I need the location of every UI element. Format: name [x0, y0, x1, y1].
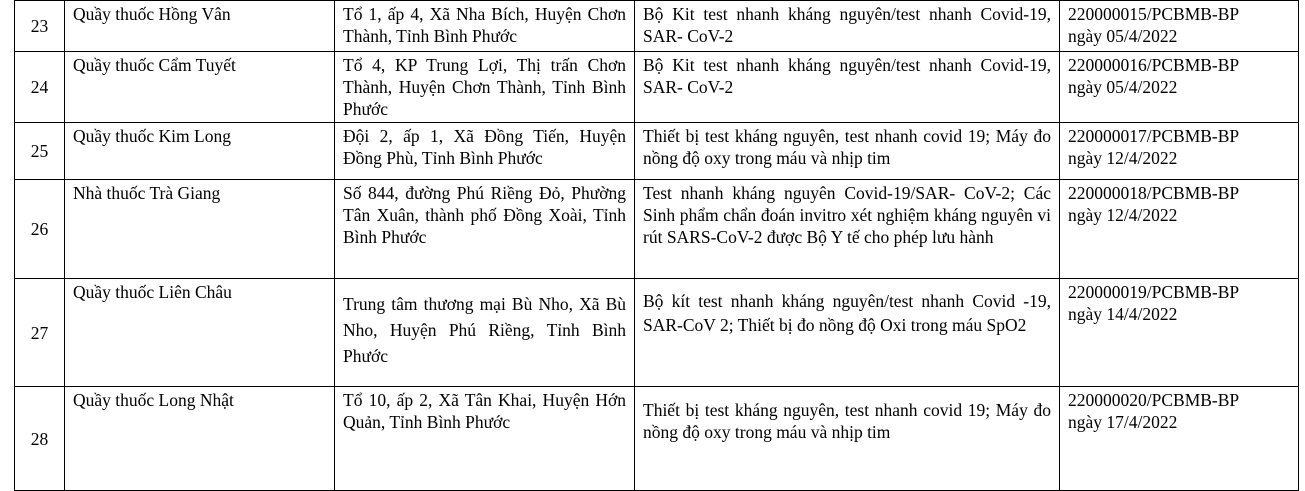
certificate-date: ngày 12/4/2022: [1068, 205, 1178, 225]
certificate-number: 220000017/PCBMB-BP: [1068, 126, 1240, 146]
pharmacy-name: Quầy thuốc Cẩm Tuyết: [65, 52, 335, 123]
table-row: [15, 279, 1299, 387]
pharmacy-name: Quầy thuốc Liên Châu: [65, 279, 335, 387]
pharmacy-products: Bộ kít test nhanh kháng nguyên/test nhanh Covid -19, SAR-CoV 2; Thiết bị đo nồng độ Oxi trong máu SpO2: [635, 279, 1060, 387]
pharmacy-address: Trung tâm thương mại Bù Nho, Xã Bù Nho, Huyện Phú Riềng, Tỉnh Bình Phước: [335, 279, 635, 387]
certificate-date: ngày 17/4/2022: [1068, 412, 1178, 432]
pharmacy-products: Thiết bị test kháng nguyên, test nhanh covid 19; Máy đo nồng độ oxy trong máu và nhịp tim: [635, 123, 1060, 180]
certificate-date: ngày 05/4/2022: [1068, 26, 1178, 46]
pharmacy-address: Số 844, đường Phú Riềng Đỏ, Phường Tân Xuân, thành phố Đồng Xoài, Tỉnh Bình Phước: [335, 180, 635, 279]
pharmacy-name: Quầy thuốc Kim Long: [65, 123, 335, 180]
certificate-date: ngày 14/4/2022: [1068, 304, 1178, 324]
pharmacy-products: Bộ Kit test nhanh kháng nguyên/test nhanh Covid-19, SAR- CoV-2: [635, 52, 1060, 123]
row-number: 26: [15, 180, 65, 279]
certificate-number: 220000019/PCBMB-BP: [1068, 282, 1240, 302]
pharmacy-address: Tổ 4, KP Trung Lợi, Thị trấn Chơn Thành, Huyện Chơn Thành, Tỉnh Bình Phước: [335, 52, 635, 123]
row-number: 24: [15, 52, 65, 123]
certificate-number: 220000016/PCBMB-BP: [1068, 55, 1240, 75]
certificate-cell: [1060, 52, 1299, 123]
pharmacy-products: Test nhanh kháng nguyên Covid-19/SAR- CoV-2; Các Sinh phẩm chẩn đoán invitro xét nghiệm kháng nguyên vi rút SARS-CoV-2 được Bộ Y tế cho phép lưu hành: [635, 180, 1060, 279]
certificate-cell: [1060, 123, 1299, 180]
certificate-number: 220000015/PCBMB-BP: [1068, 4, 1240, 24]
pharmacy-table: [14, 0, 1299, 491]
row-number: 27: [15, 279, 65, 387]
pharmacy-address: Tổ 10, ấp 2, Xã Tân Khai, Huyện Hớn Quản, Tỉnh Bình Phước: [335, 387, 635, 491]
table-row: [15, 180, 1299, 279]
certificate-date: ngày 12/4/2022: [1068, 148, 1178, 168]
pharmacy-name: Quầy thuốc Long Nhật: [65, 387, 335, 491]
table-row: [15, 123, 1299, 180]
pharmacy-name: Quầy thuốc Hồng Vân: [65, 1, 335, 52]
certificate-cell: [1060, 180, 1299, 279]
row-number: 25: [15, 123, 65, 180]
row-number: 28: [15, 387, 65, 491]
certificate-number: 220000020/PCBMB-BP: [1068, 390, 1240, 410]
table-row: [15, 52, 1299, 123]
certificate-cell: [1060, 279, 1299, 387]
pharmacy-address: Tổ 1, ấp 4, Xã Nha Bích, Huyện Chơn Thành, Tỉnh Bình Phước: [335, 1, 635, 52]
certificate-number: 220000018/PCBMB-BP: [1068, 183, 1240, 203]
pharmacy-products: Thiết bị test kháng nguyên, test nhanh covid 19; Máy đo nồng độ oxy trong máu và nhịp tim: [635, 387, 1060, 491]
pharmacy-products: Bộ Kit test nhanh kháng nguyên/test nhanh Covid-19, SAR- CoV-2: [635, 1, 1060, 52]
certificate-cell: [1060, 1, 1299, 52]
certificate-date: ngày 05/4/2022: [1068, 77, 1178, 97]
row-number: 23: [15, 1, 65, 52]
pharmacy-address: Đội 2, ấp 1, Xã Đồng Tiến, Huyện Đồng Phù, Tỉnh Bình Phước: [335, 123, 635, 180]
table-row: [15, 1, 1299, 52]
pharmacy-name: Nhà thuốc Trà Giang: [65, 180, 335, 279]
